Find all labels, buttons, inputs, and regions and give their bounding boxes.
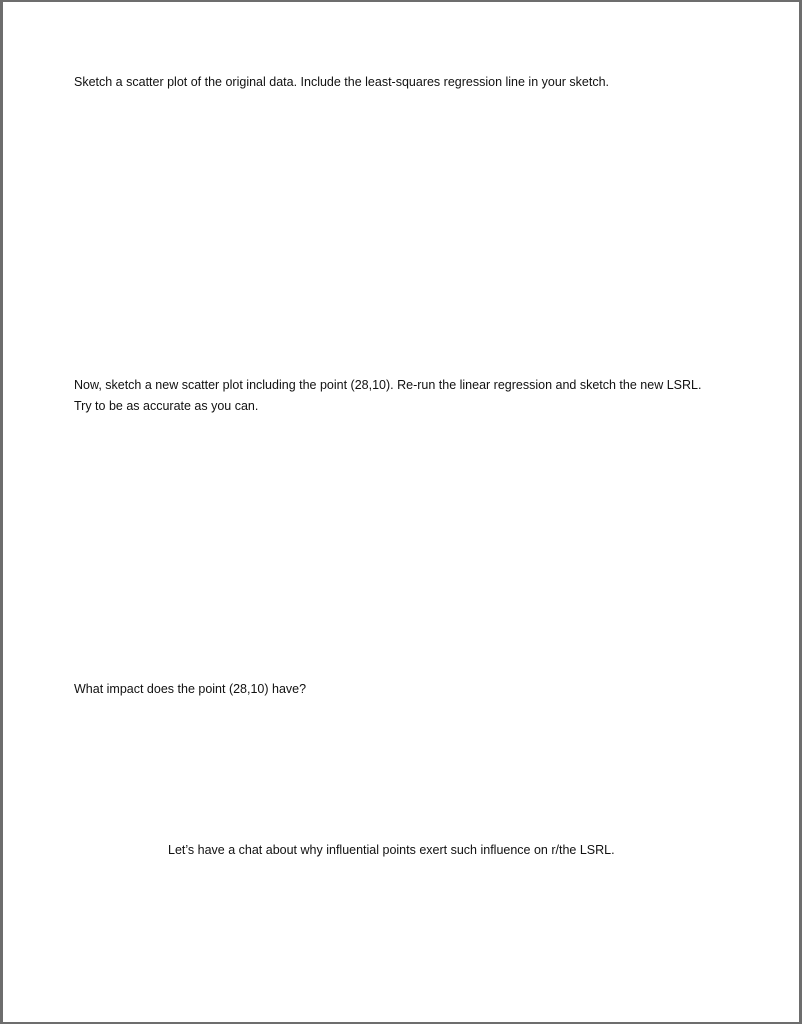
text-line: Now, sketch a new scatter plot including the point (28,10). Re-run the linear regression and sketch the new LSRL.	[74, 378, 702, 392]
discussion-prompt	[168, 840, 615, 861]
instruction-sketch-new	[74, 375, 701, 417]
text-line: Let’s have a chat about why influential points exert such influence on r/the LSRL.	[168, 843, 615, 857]
text-line: What impact does the point (28,10) have?	[74, 682, 307, 696]
instruction-sketch-original	[74, 72, 609, 93]
text-line: Try to be as accurate as you can.	[74, 399, 259, 413]
document-page	[3, 2, 799, 1022]
text-line: Sketch a scatter plot of the original data. Include the least-squares regression line in your sketch.	[74, 75, 610, 89]
question-impact	[74, 679, 306, 700]
